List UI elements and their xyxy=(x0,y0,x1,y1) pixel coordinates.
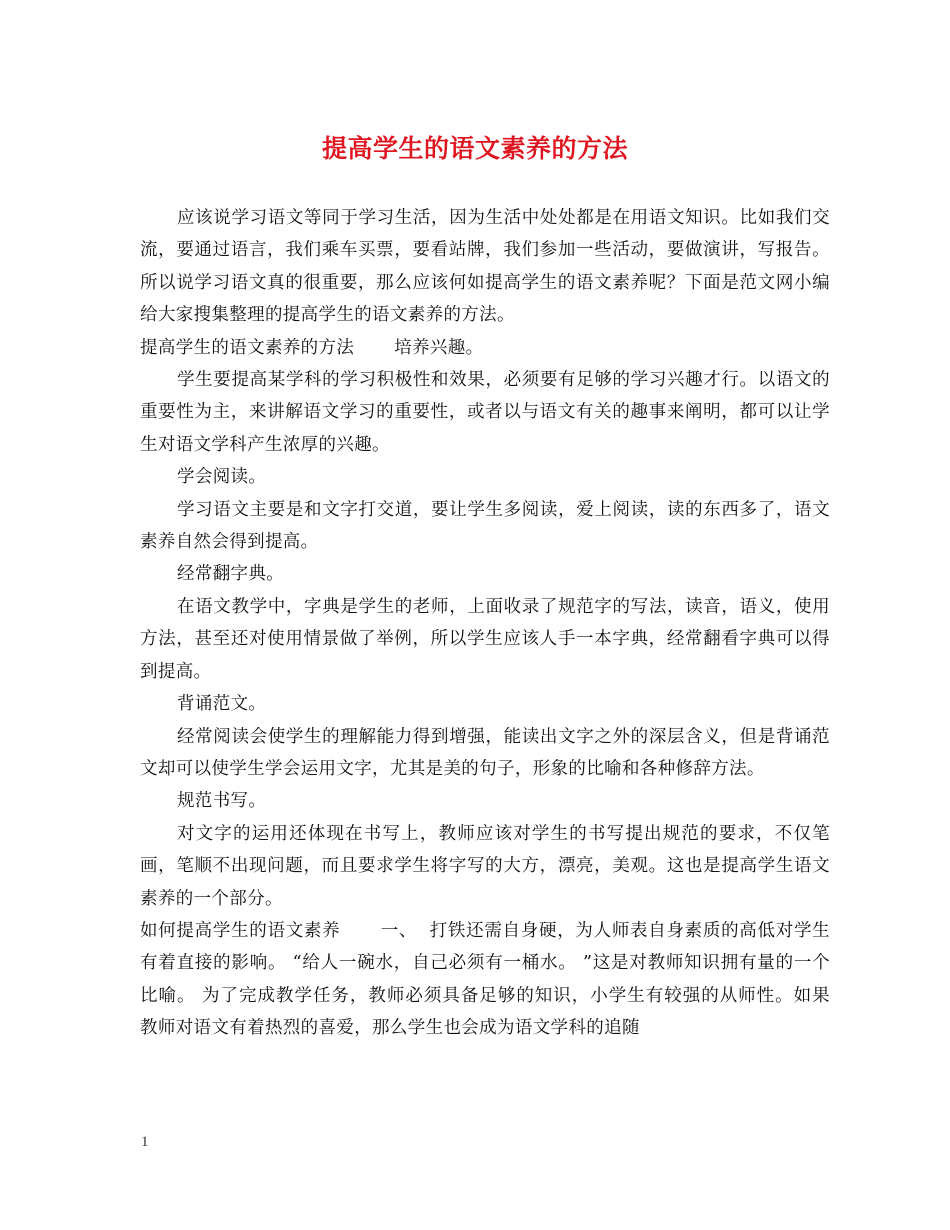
first-point-paragraph: 学生要提高某学科的学习积极性和效果，必须要有足够的学习兴趣才行。以语文的重要性为主，来讲解语文学习的重要性，或者以与语文有关的趣事来阐明，都可以让学生对语文学科产生浓厚的兴趣。 xyxy=(140,370,830,455)
item-heading: 背诵范文。 xyxy=(177,694,267,715)
section-1-heading: 提高学生的语文素养的方法 xyxy=(140,337,355,358)
section-1-lead xyxy=(140,332,830,364)
item-paragraph: 学习语文主要是和文字打交道，要让学生多阅读，爱上阅读，读的东西多了，语文素养自然会得到提高。 xyxy=(140,499,830,553)
document-body xyxy=(140,202,830,1045)
section-1-first-point: 培养兴趣。 xyxy=(394,337,484,358)
page-number: 1 xyxy=(141,1134,149,1150)
item-heading: 规范书写。 xyxy=(177,791,267,812)
item-paragraph: 对文字的运用还体现在书写上，教师应该对学生的书写提出规范的要求，不仅笔画，笔顺不出现问题，而且要求学生将字写的大方，漂亮，美观。这也是提高学生语文素养的一个部分。 xyxy=(140,823,830,909)
document-title: 提高学生的语文素养的方法 xyxy=(321,134,628,163)
item-heading: 学会阅读。 xyxy=(177,467,267,488)
intro-paragraph: 应该说学习语文等同于学习生活，因为生活中处处都是在用语文知识。比如我们交流，要通过语言，我们乘车买票，要看站牌，我们参加一些活动，要做演讲，写报告。所以说学习语文真的很重要，那么应该何如提高学生的语文素养呢？下面是范文网小编给大家搜集整理的提高学生的语文素养的方法。 xyxy=(140,208,830,326)
section-2-paragraph xyxy=(140,915,830,1045)
item-heading: 经常翻字典。 xyxy=(177,564,285,585)
section-2-heading: 如何提高学生的语文素养 xyxy=(140,920,341,941)
section-2-text: 打铁还需自身硬，为人师表自身素质的高低对学生有着直接的影响。 “给人一碗水，自己必须有一桶水。 ”这是对教师知识拥有量的一个比喻。 为了完成教学任务，教师必须具备足够的知识，小学生有较强的从师性。如果 教师对语文有着热烈的喜爱，那么学生也会成为语文学科的追随 xyxy=(140,920,831,1039)
section-2-number: 一、 xyxy=(380,920,418,941)
item-paragraph: 在语文教学中，字典是学生的老师，上面收录了规范字的写法，读音，语义，使用方法，甚至还对使用情景做了举例，所以学生应该人手一本字典，经常翻看字典可以得到提高。 xyxy=(140,596,830,682)
item-paragraph: 经常阅读会使学生的理解能力得到增强，能读出文字之外的深层含义，但是背诵范文却可以使学生学会运用文字，尤其是美的句子，形象的比喻和各种修辞方法。 xyxy=(140,726,830,779)
